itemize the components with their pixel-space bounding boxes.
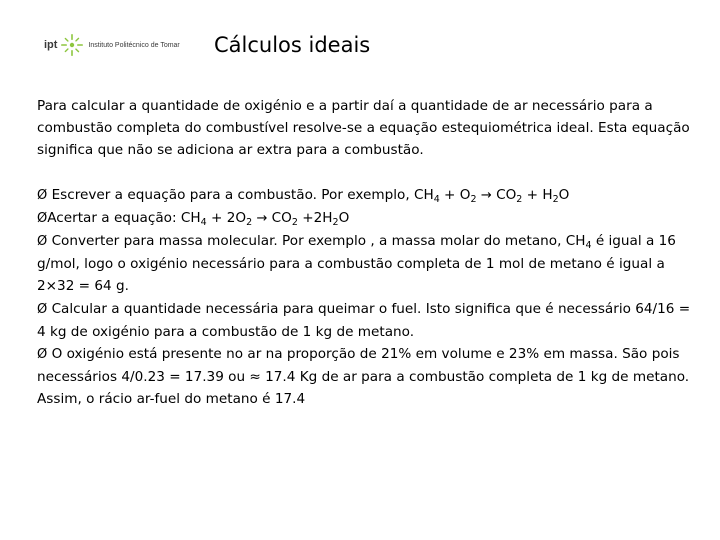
intro-paragraph: Para calcular a quantidade de oxigénio e a partir daí a quantidade de ar necessário para a combustão completa do combustível resolve-se a equação estequiométrica ideal. Esta equação significa que não se adiciona ar extra para a combustão. bbox=[37, 98, 690, 159]
bullet-arrow-icon: Ø bbox=[37, 347, 48, 363]
bullet-item-air-ratio: Ø O oxigénio está presente no ar na proporção de 21% em volume e 23% em massa. São pois necessários 4/0.23 = 17.39 ou ≈ 17.4 Kg de ar para a combustão completa de 1 kg de metano. Assim, o rácio ar-fuel do metano é 17.4 bbox=[37, 346, 690, 408]
logo-institution-name: Instituto Politécnico de Tomar bbox=[88, 41, 180, 49]
bullet-arrow-icon: Ø bbox=[37, 301, 48, 317]
bullet-item-write-equation: Ø Escrever a equação para a combustão. Por exemplo, $CH_4 + O_2 \to CO_2 + H_2O$ bbox=[37, 186, 570, 205]
slide-title: Cálculos ideais bbox=[214, 33, 371, 57]
bullet-item-molar-mass: Ø Converter para massa molecular. Por exemplo , a massa molar do metano, $CH_4$ é igual a 16 g/mol, logo o oxigénio necessário para a combustão completa de 1 mol de metano é igual a 2×32 = 64 g. bbox=[37, 233, 676, 295]
bullet-arrow-icon: Ø bbox=[37, 187, 48, 203]
bullet-arrow-icon: Ø bbox=[37, 234, 48, 250]
logo-abbreviation: ipt bbox=[44, 39, 58, 51]
reaction-arrow-icon: → bbox=[256, 210, 268, 226]
sunburst-logo-icon bbox=[59, 32, 85, 58]
bullet-item-balance-equation: ØAcertar a equação: $CH_4 + 2O_2 \to CO_2 +2H_2O$ bbox=[37, 209, 350, 228]
bullet-item-fuel-quantity: Ø Calcular a quantidade necessária para queimar o fuel. Isto significa que é necessário 64/16 = 4 kg de oxigénio para a combustão de 1 kg de metano. bbox=[37, 300, 691, 340]
institution-logo bbox=[44, 30, 204, 60]
slide-body bbox=[37, 95, 697, 411]
reaction-arrow-icon: → bbox=[480, 187, 492, 203]
bullet-arrow-icon: Ø bbox=[37, 210, 48, 226]
